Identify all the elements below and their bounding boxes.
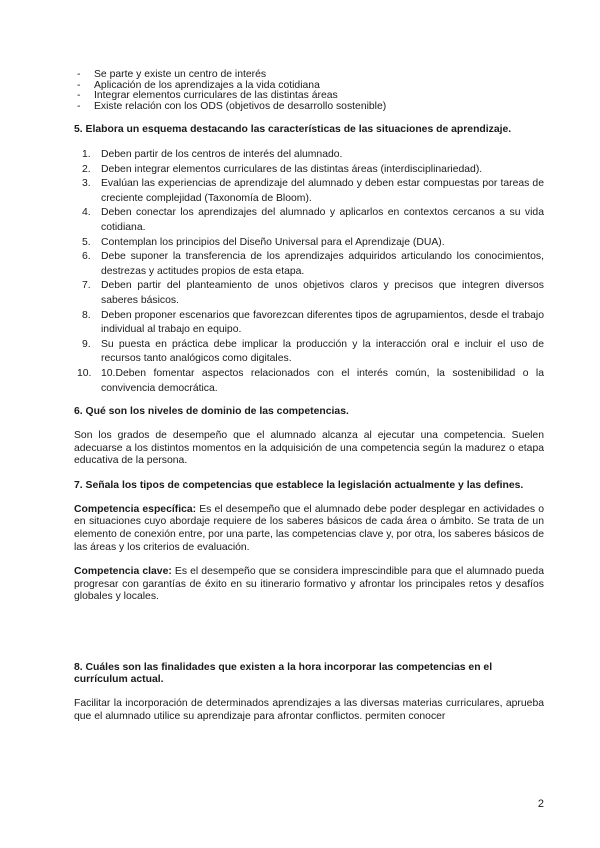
question-6-heading: 6. Qué son los niveles de dominio de las competencias. bbox=[74, 406, 349, 418]
answer-8-paragraph: Facilitar la incorporación de determinados aprendizajes a las diversas materias curriculares, aprueba que el alumnado utilice su aprendizaje para afrontar conflictos. permiten conocer bbox=[74, 698, 544, 722]
document-page bbox=[74, 70, 544, 723]
item-number: 8. bbox=[82, 309, 91, 321]
item-number: 3. bbox=[82, 178, 91, 190]
item-text: Deben proponer escenarios que favorezcan diferentes tipos de agrupamientos, desde el trabajo individual al trabajo en equipo. bbox=[101, 309, 544, 336]
list-item bbox=[74, 250, 544, 279]
question-5-heading: 5. Elabora un esquema destacando las características de las situaciones de aprendizaje. bbox=[74, 124, 512, 135]
list-item bbox=[74, 236, 544, 251]
list-item bbox=[74, 367, 544, 396]
page-number: 2 bbox=[537, 798, 544, 810]
item-text: Deben integrar elementos curriculares de las distintas áreas (interdisciplinariedad). bbox=[101, 163, 483, 175]
list-item bbox=[74, 279, 544, 308]
item-text: Su puesta en práctica debe implicar la producción y la interacción oral e incluir el uso de recursos tanto analógicos como digitales. bbox=[101, 338, 544, 365]
term-label: Competencia clave: bbox=[74, 566, 172, 578]
answer-6-paragraph: Son los grados de desempeño que el alumnado alcanza al ejecutar una competencia. Suelen adecuarse a los distintos momentos en la adquisición de una competencia según la madurez o etapa educativa de la persona. bbox=[74, 430, 544, 467]
list-item bbox=[74, 309, 544, 338]
answer-7-specific-paragraph bbox=[74, 504, 544, 554]
item-text: Contemplan los principios del Diseño Universal para el Aprendizaje (DUA). bbox=[101, 236, 445, 248]
characteristics-list bbox=[74, 148, 544, 396]
question-8-heading: 8. Cuáles son las finalidades que existen a la hora incorporar las competencias en el currículum actual. bbox=[74, 662, 493, 686]
intro-dash-list bbox=[74, 70, 544, 112]
list-item: - Se parte y existe un centro de interés bbox=[74, 70, 544, 81]
list-item bbox=[74, 206, 544, 235]
item-number: 6. bbox=[82, 251, 91, 263]
list-item bbox=[74, 177, 544, 206]
item-text: Deben partir del planteamiento de unos objetivos claros y precisos que integren diversos saberes básicos. bbox=[101, 280, 544, 306]
item-number: 4. bbox=[82, 207, 91, 219]
item-text: Debe suponer la transferencia de los aprendizajes adquiridos articulando los conocimientos, destrezas y actitudes propios de esta etapa. bbox=[101, 251, 544, 277]
list-item bbox=[74, 338, 544, 367]
item-text: Evalúan las experiencias de aprendizaje del alumnado y deben estar compuestas por tareas de creciente complejidad (Taxonomía de Bloom). bbox=[101, 178, 544, 204]
item-number: 1. bbox=[82, 149, 91, 160]
list-item: - Integrar elementos curriculares de las distintas áreas bbox=[74, 91, 544, 102]
answer-7-key-paragraph bbox=[74, 566, 544, 604]
term-label: Competencia específica: bbox=[74, 503, 197, 515]
list-item bbox=[74, 148, 544, 163]
definition-text: Es el desempeño que se considera imprescindible para que el alumnado pueda progresar con garantías de éxito en su itinerario formativo y afrontar los principales retos y desafíos globales y locales. bbox=[74, 566, 544, 603]
item-text: Deben conectar los aprendizajes del alumnado y aplicarlos en contextos cercanos a su vida cotidiana. bbox=[101, 207, 544, 233]
item-number: 7. bbox=[82, 280, 91, 292]
list-item: - Aplicación de los aprendizajes a la vida cotidiana bbox=[74, 81, 544, 92]
definition-text: Es el desempeño que el alumnado debe poder desplegar en actividades o en situaciones cuyo abordaje requiere de los saberes básicos de cada área o ámbito. Se trata de un elemento de conexión entre, por una parte, las competencias clave y, por otra, los saberes básicos de las áreas y los criterios de evaluación. bbox=[74, 503, 544, 553]
item-text: Deben partir de los centros de interés del alumnado. bbox=[101, 149, 343, 160]
item-number: 9. bbox=[82, 338, 91, 350]
item-number: 5. bbox=[82, 236, 91, 248]
list-item bbox=[74, 163, 544, 178]
question-7-heading: 7. Señala los tipos de competencias que establece la legislación actualmente y las defines. bbox=[74, 479, 524, 491]
item-number: 2. bbox=[82, 163, 91, 175]
item-text: 10.Deben fomentar aspectos relacionados con el interés común, la sostenibilidad o la convivencia democrática. bbox=[101, 367, 544, 394]
list-item: - Existe relación con los ODS (objetivos de desarrollo sostenible) bbox=[74, 102, 544, 113]
item-number: 10. bbox=[77, 367, 92, 379]
